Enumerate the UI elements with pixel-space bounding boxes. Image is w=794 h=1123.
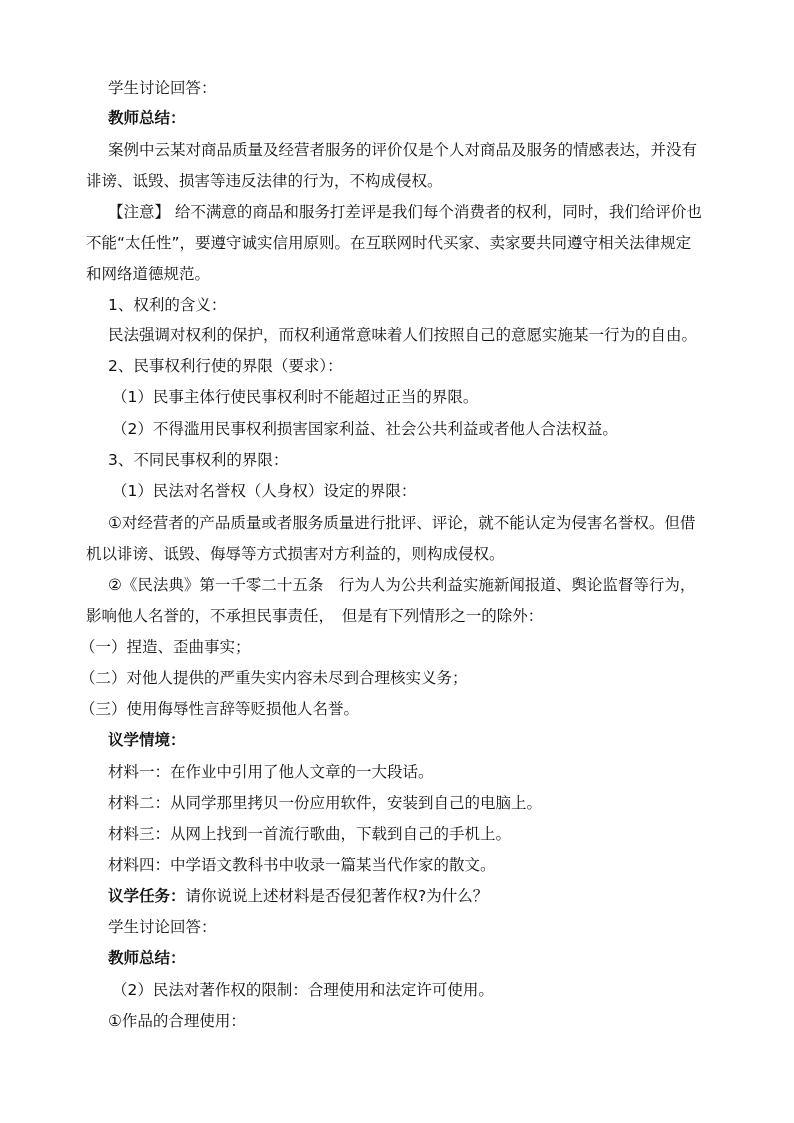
text-line: （2）民法对著作权的限制：合理使用和法定许可使用。 xyxy=(112,981,494,999)
text-line: ①作品的合理使用： xyxy=(108,1012,246,1030)
section-heading: 教师总结： xyxy=(108,949,186,967)
text-line xyxy=(108,886,488,906)
text-line: （1）民法对名誉权（人身权）设定的界限： xyxy=(112,482,417,500)
text-line: 影响他人名誉的，不承担民事责任， 但是有下列情形之一的除外： xyxy=(86,607,544,625)
text-line: 材料一：在作业中引用了他人文章的一大段话。 xyxy=(108,763,434,781)
text-line: 学生讨论回答： xyxy=(108,79,217,97)
section-heading: 教师总结： xyxy=(108,109,186,127)
text-line: （二）对他人提供的严重失实内容未尽到合理核实义务； xyxy=(80,669,468,687)
text-line: 学生讨论回答： xyxy=(108,918,217,936)
text-line: 1、权利的含义： xyxy=(108,296,227,314)
text-line: 诽谤、诋毁、损害等违反法律的行为，不构成侵权。 xyxy=(86,172,443,190)
text-line: 不能“太任性”，要遵守诚实信用原则。在互联网时代买家、卖家要共同遵守相关法律规定 xyxy=(86,234,692,252)
text-line: ②《民法典》第一千零二十五条 行为人为公共利益实施新闻报道、舆论监督等行为， xyxy=(108,576,696,594)
task-question: 请你说说上述材料是否侵犯著作权?为什么？ xyxy=(185,887,489,905)
text-line: 机以诽谤、诋毁、侮辱等方式损害对方利益的，则构成侵权。 xyxy=(86,545,505,563)
text-line: 和网络道德规范。 xyxy=(86,265,211,283)
text-line: 2、民事权利行使的界限（要求）： xyxy=(108,357,343,375)
text-line: 材料三：从网上找到一首流行歌曲，下载到自己的手机上。 xyxy=(108,825,512,843)
task-label: 议学任务： xyxy=(108,887,186,905)
text-line: 民法强调对权利的保护，而权利通常意味着人们按照自己的意愿实施某一行为的自由。 xyxy=(108,326,698,344)
text-line: 材料四：中学语文教科书中收录一篇某当代作家的散文。 xyxy=(108,856,496,874)
text-line: （一）捏造、歪曲事实； xyxy=(80,638,251,656)
text-line: （1）民事主体行使民事权利时不能超过正当的界限。 xyxy=(112,388,479,406)
section-heading: 议学情境： xyxy=(108,731,186,749)
text-line: 【注意】 给不满意的商品和服务打差评是我们每个消费者的权利，同时，我们给评价也 xyxy=(108,203,702,221)
text-line: 3、不同民事权利的界限： xyxy=(108,451,289,469)
text-line: 材料二：从同学那里拷贝一份应用软件，安装到自己的电脑上。 xyxy=(108,794,543,812)
text-line: （2）不得滥用民事权利损害国家利益、社会公共利益或者他人合法权益。 xyxy=(112,420,618,438)
text-line: ①对经营者的产品质量或者服务质量进行批评、评论，就不能认定为侵害名誉权。但借 xyxy=(108,514,696,532)
text-line: （三）使用侮辱性言辞等贬损他人名誉。 xyxy=(80,700,360,718)
text-line: 案例中云某对商品质量及经营者服务的评价仅是个人对商品及服务的情感表达，并没有 xyxy=(108,141,698,159)
